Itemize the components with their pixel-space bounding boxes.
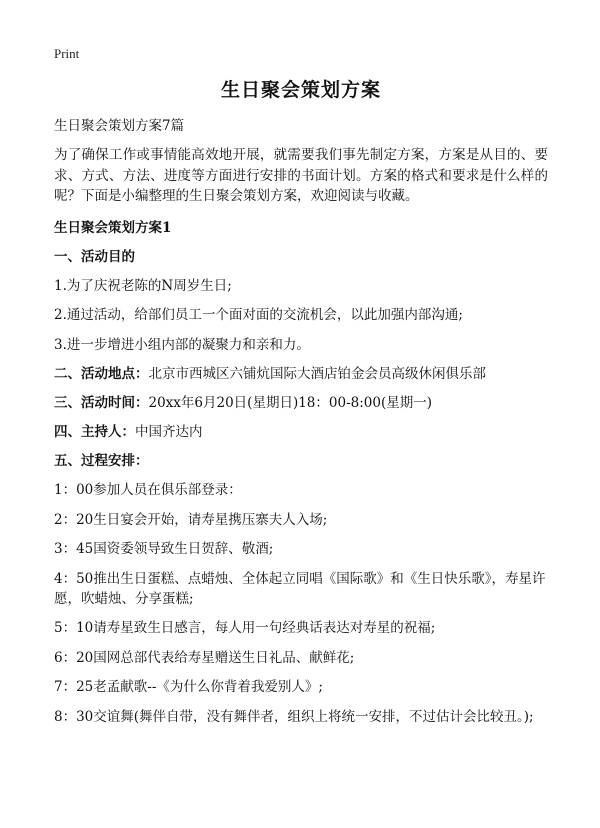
- location-value: 北京市西城区六铺炕国际大酒店铂金会员高级休闲俱乐部: [148, 366, 486, 382]
- schedule-item: 6：20国网总部代表给寿星赠送生日礼品、献鲜花;: [54, 649, 355, 666]
- purpose-heading: 一、活动目的: [54, 248, 135, 265]
- document-title: 生日聚会策划方案: [220, 79, 381, 101]
- location-line: [54, 364, 548, 384]
- purpose-item: 2.通过活动，给部们员工一个面对面的交流机会，以此加强内部沟通;: [54, 307, 463, 323]
- plan-heading: 生日聚会策划方案1: [54, 219, 172, 236]
- schedule-item: 5：10请寿星致生日感言，每人用一句经典话表达对寿星的祝福;: [54, 620, 436, 636]
- schedule-item: 8：30交谊舞(舞伴自带，没有舞伴者，组织上将统一安排，不过估计会比较丑。);: [54, 708, 534, 725]
- schedule-item: 1：00参加人员在俱乐部登录：: [54, 482, 242, 498]
- schedule-item: 2：20生日宴会开始，请寿星携压寨夫人入场;: [54, 511, 328, 528]
- host-line: [54, 422, 548, 442]
- schedule-heading: 五、过程安排：: [54, 453, 149, 469]
- location-label: 二、活动地点：: [54, 366, 149, 382]
- schedule-item: 3：45国资委领导致生日贺辞、敬酒;: [54, 541, 274, 557]
- purpose-item: 3.进一步增进小组内部的凝聚力和亲和力。: [54, 336, 310, 353]
- schedule-item: 7：25老孟献歌--《为什么你背着我爱别人》;: [54, 679, 323, 695]
- schedule-list: [54, 480, 548, 727]
- document-subtitle: 生日聚会策划方案7篇: [54, 118, 185, 134]
- time-label: 三、活动时间：: [54, 395, 149, 411]
- intro-paragraph: 为了确保工作或事情能高效地开展，就需要我们事先制定方案，方案是从目的、要求、方式、方法、进度等方面进行安排的书面计划。方案的格式和要求是什么样的呢？下面是小编整理的生日聚会策划方案，欢迎阅读与收藏。: [54, 147, 548, 204]
- host-label: 四、主持人：: [54, 424, 135, 440]
- purpose-list: [54, 276, 548, 355]
- time-line: [54, 393, 548, 413]
- schedule-item: 4：50推出生日蛋糕、点蜡烛、全体起立同唱《国际歌》和《生日快乐歌》，寿星许愿，吹蜡烛、分享蛋糕;: [54, 570, 546, 607]
- print-label[interactable]: Print: [54, 46, 80, 61]
- purpose-item: 1.为了庆祝老陈的N周岁生日;: [54, 277, 232, 294]
- time-value: 20xx年6月20日(星期日)18：00-8:00(星期一): [148, 395, 432, 411]
- host-value: 中国齐达内: [135, 424, 203, 440]
